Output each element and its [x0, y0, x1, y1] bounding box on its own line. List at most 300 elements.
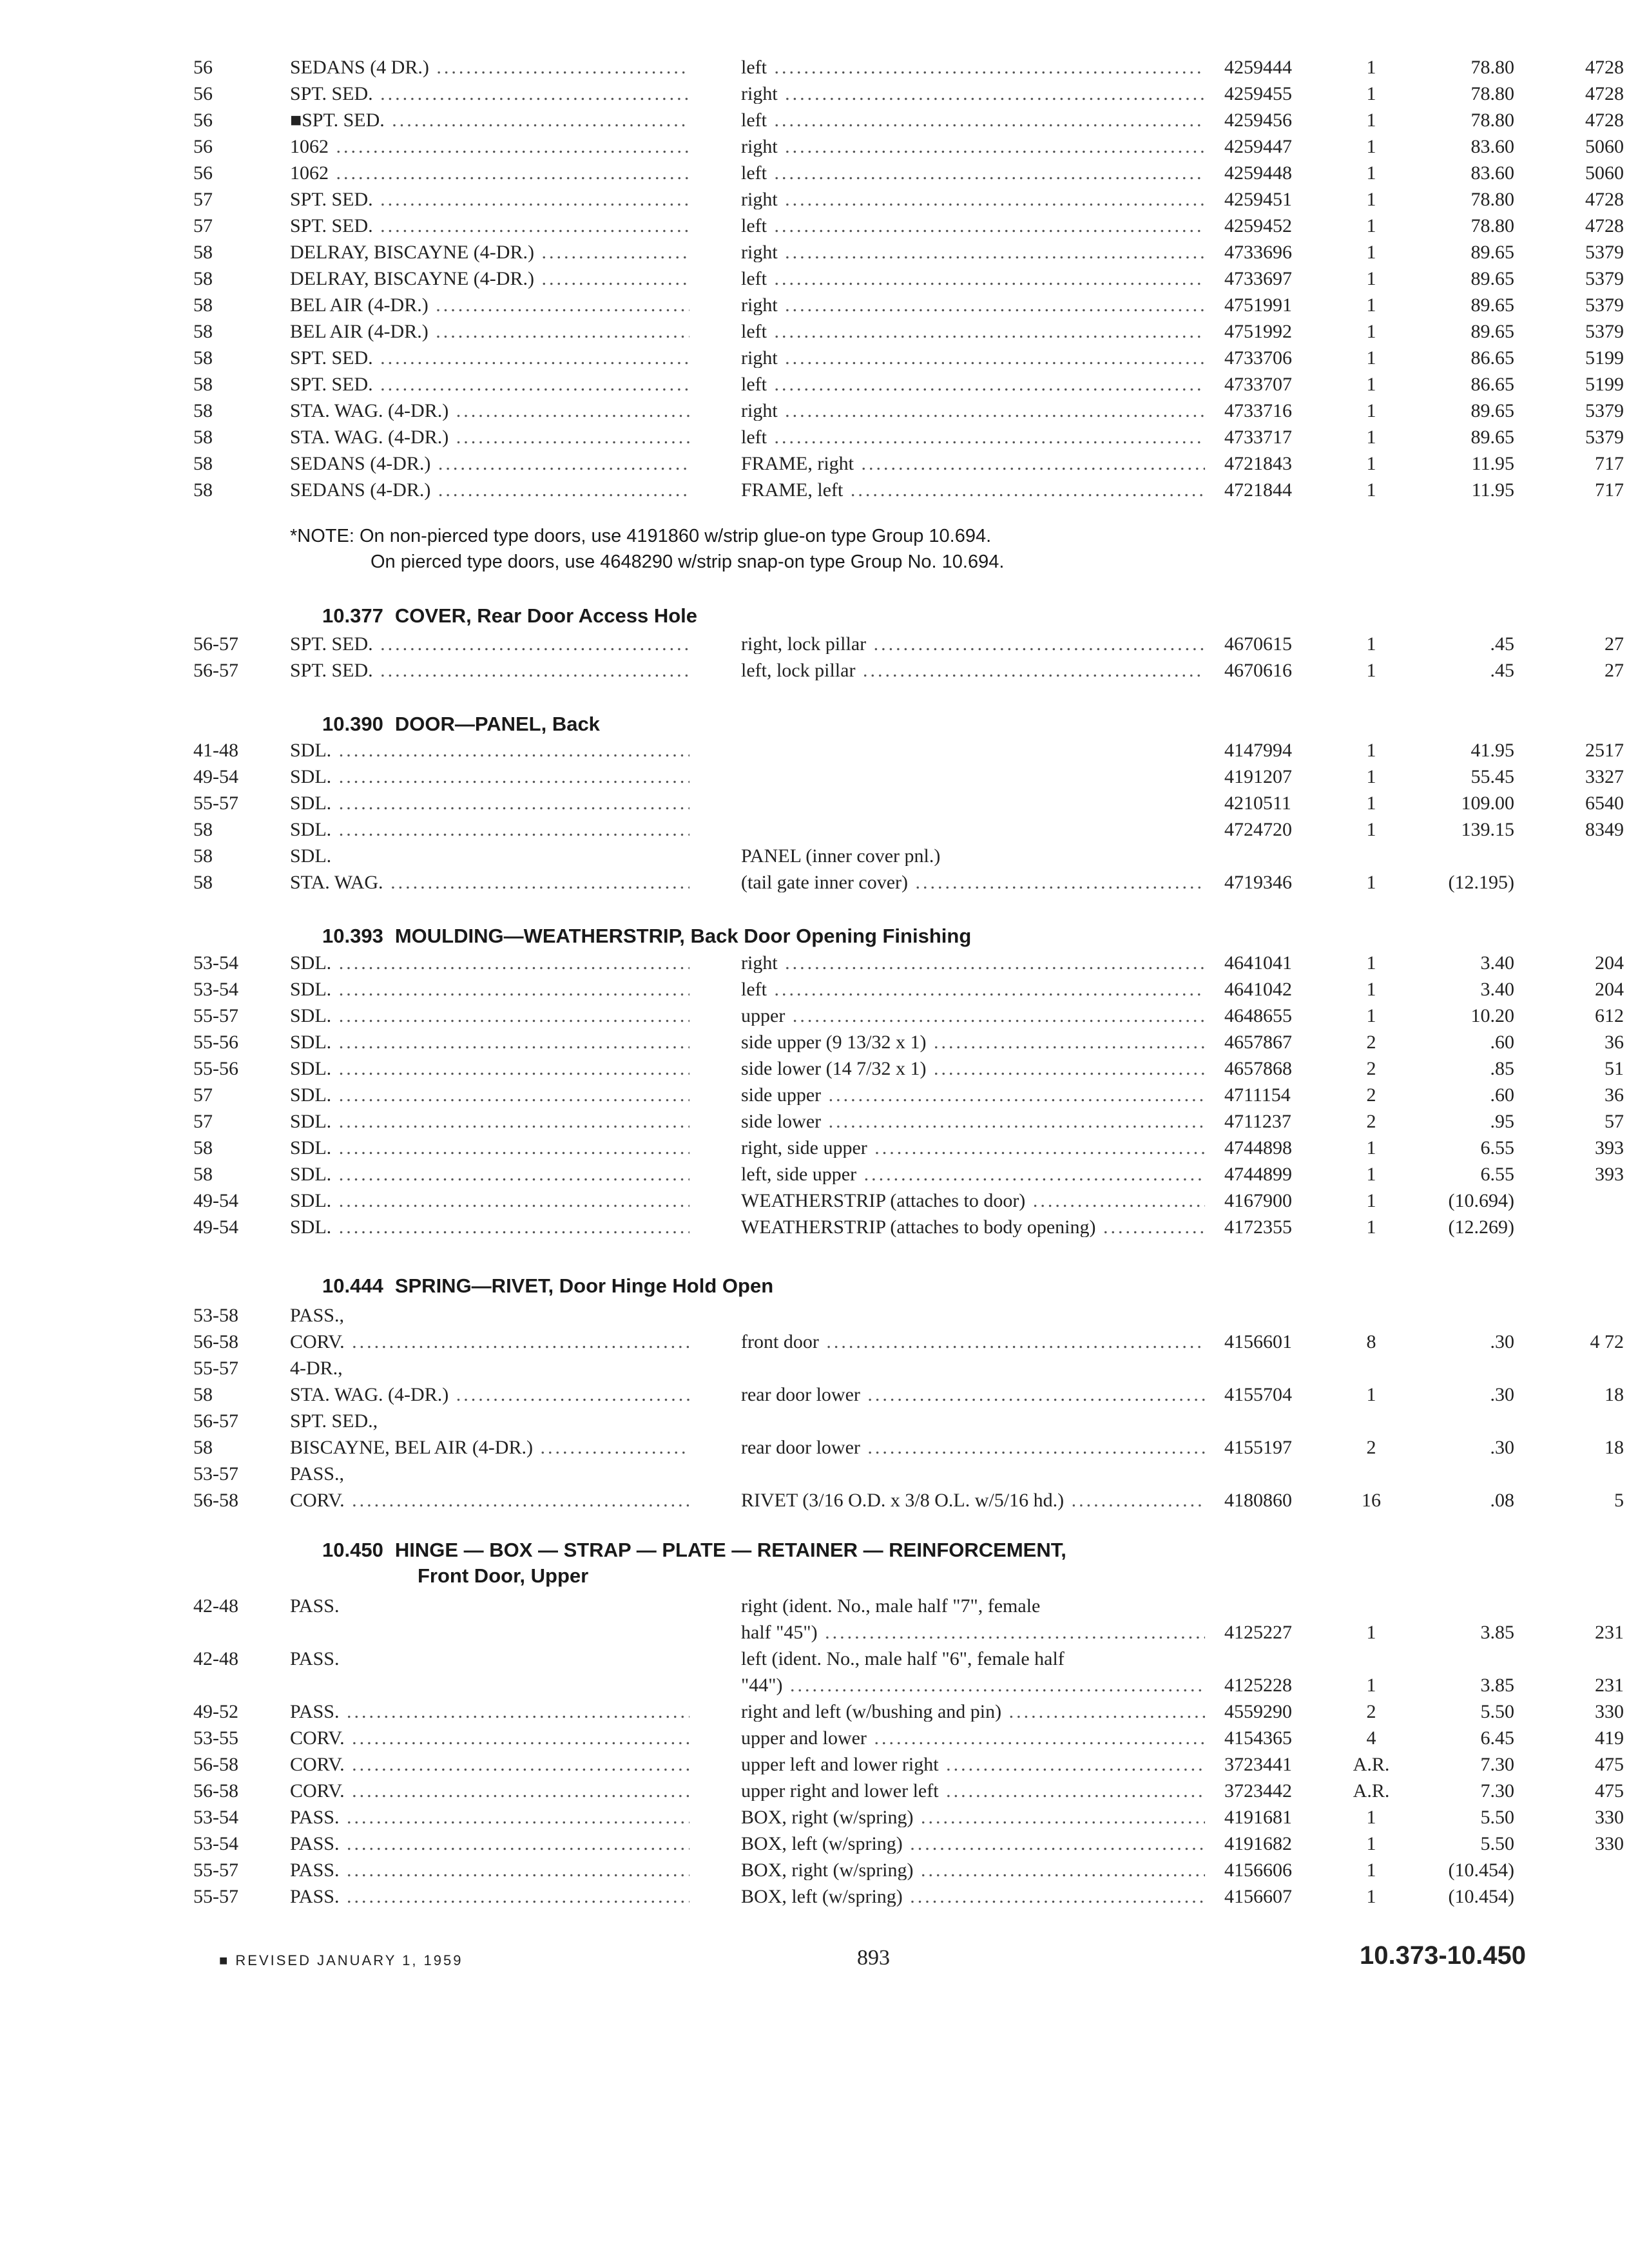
row-years: 56	[193, 136, 213, 157]
table-row	[0, 1385, 1629, 1412]
row-model: SDL. .....	[290, 1112, 689, 1131]
row-model: CORV. .....	[290, 1332, 689, 1352]
row-catalog-number: 5199	[1585, 347, 1624, 369]
row-catalog-number: 330	[1595, 1833, 1624, 1854]
row-description: BOX, right (w/spring) .....	[741, 1861, 1205, 1880]
group-header	[322, 1540, 1066, 1560]
row-part-number: 4733697	[1224, 268, 1292, 289]
row-years: 58	[193, 1137, 213, 1158]
row-quantity: 1	[1366, 1675, 1376, 1696]
row-description: right, side upper .....	[741, 1139, 1205, 1158]
row-model: SDL. .....	[290, 1191, 689, 1211]
row-price: 109.00	[1461, 793, 1514, 814]
row-years: 58	[193, 1164, 213, 1185]
row-quantity: 1	[1366, 766, 1376, 787]
group-number: 10.450	[322, 1539, 383, 1561]
row-catalog-number: 4728	[1585, 189, 1624, 210]
row-catalog-number: 231	[1595, 1675, 1624, 1696]
row-quantity: 1	[1366, 1005, 1376, 1026]
row-price: 89.65	[1470, 321, 1514, 342]
row-quantity: 2	[1366, 1701, 1376, 1722]
row-years: 55-57	[193, 1005, 238, 1026]
row-description: right .....	[741, 190, 1205, 209]
row-years: 58	[193, 242, 213, 263]
table-row	[0, 1059, 1629, 1086]
row-part-number: 4721844	[1224, 479, 1292, 501]
row-description: WEATHERSTRIP (attaches to door) .....	[741, 1191, 1205, 1211]
row-price: 89.65	[1470, 427, 1514, 448]
row-part-number: 4744899	[1224, 1164, 1292, 1185]
row-price: .30	[1490, 1331, 1514, 1352]
row-part-number: 4210511	[1224, 793, 1291, 814]
row-catalog-number: 475	[1595, 1754, 1624, 1775]
row-description: "44") .....	[741, 1676, 1205, 1695]
row-part-number: 4733716	[1224, 400, 1292, 421]
row-description: left .....	[741, 111, 1205, 130]
group-range: 10.373-10.450	[1360, 1941, 1527, 1970]
row-model: CORV. .....	[290, 1729, 689, 1748]
row-quantity: 1	[1366, 740, 1376, 761]
row-part-number: 4657867	[1224, 1032, 1292, 1053]
row-catalog-number: 5379	[1585, 400, 1624, 421]
table-row	[0, 190, 1629, 216]
row-description: right .....	[741, 84, 1205, 104]
group-header	[322, 714, 600, 734]
row-part-number: 4733706	[1224, 347, 1292, 369]
row-part-number: 4559290	[1224, 1701, 1292, 1722]
row-model: PASS. .....	[290, 1808, 689, 1827]
table-row	[0, 1597, 1629, 1623]
row-model: SDL. .....	[290, 767, 689, 787]
row-model: BISCAYNE, BEL AIR (4-DR.) .....	[290, 1438, 689, 1457]
row-model: SPT. SED. .....	[290, 635, 689, 654]
row-years: 42-48	[193, 1595, 238, 1617]
table-row	[0, 216, 1629, 243]
row-quantity: 1	[1366, 347, 1376, 369]
row-part-number: 4259444	[1224, 57, 1292, 78]
row-years: 53-58	[193, 1305, 238, 1326]
row-model: SDL. .....	[290, 1059, 689, 1079]
row-quantity: 1	[1366, 1860, 1376, 1881]
row-years: 53-54	[193, 1807, 238, 1828]
row-catalog-number: 18	[1605, 1437, 1624, 1458]
row-price: 10.20	[1470, 1005, 1514, 1026]
row-quantity: 4	[1366, 1727, 1376, 1749]
row-years: 53-54	[193, 952, 238, 974]
row-quantity: 2	[1366, 1111, 1376, 1132]
row-description: left .....	[741, 428, 1205, 447]
row-quantity: 1	[1366, 294, 1376, 316]
row-model: BEL AIR (4-DR.) .....	[290, 322, 689, 341]
group-title: MOULDING—WEATHERSTRIP, Back Door Opening Finishing	[394, 925, 972, 947]
row-model: SDL. .....	[290, 1006, 689, 1026]
table-row	[0, 1649, 1629, 1676]
row-quantity: 1	[1366, 427, 1376, 448]
row-description: left .....	[741, 375, 1205, 394]
row-model: PASS.	[290, 1649, 340, 1669]
table-row	[0, 767, 1629, 794]
row-price: .85	[1490, 1058, 1514, 1079]
row-part-number: 4657868	[1224, 1058, 1292, 1079]
row-price: 83.60	[1470, 162, 1514, 184]
row-years: 53-54	[193, 979, 238, 1000]
row-years: 55-56	[193, 1032, 238, 1053]
row-years: 57	[193, 215, 213, 236]
group-title: COVER, Rear Door Access Hole	[394, 604, 698, 627]
row-years: 55-57	[193, 1358, 238, 1379]
row-quantity: 2	[1366, 1058, 1376, 1079]
row-description: (tail gate inner cover) .....	[741, 873, 1205, 892]
row-model: PASS. .....	[290, 1887, 689, 1907]
row-part-number: 4125228	[1224, 1675, 1292, 1696]
row-model: SPT. SED. .....	[290, 84, 689, 104]
row-model: SDL. .....	[290, 741, 689, 760]
row-years: 58	[193, 347, 213, 369]
row-quantity: 1	[1366, 242, 1376, 263]
table-row	[0, 1702, 1629, 1729]
row-quantity: 1	[1366, 1384, 1376, 1405]
row-model: SDL.	[290, 847, 332, 866]
row-model: SDL. .....	[290, 1086, 689, 1105]
row-catalog-number: 5060	[1585, 136, 1624, 157]
row-quantity: 1	[1366, 819, 1376, 840]
row-part-number: 4180860	[1224, 1490, 1292, 1511]
row-years: 56-58	[193, 1331, 238, 1352]
row-years: 55-57	[193, 793, 238, 814]
row-quantity: 1	[1366, 136, 1376, 157]
row-part-number: 4721843	[1224, 453, 1292, 474]
row-part-number: 4191682	[1224, 1833, 1292, 1854]
row-model: PASS.,	[290, 1306, 344, 1325]
row-price: 78.80	[1470, 215, 1514, 236]
row-price: (10.694)	[1448, 1190, 1514, 1211]
row-description: side lower .....	[741, 1112, 1205, 1131]
table-row	[0, 1491, 1629, 1517]
row-part-number: 4648655	[1224, 1005, 1292, 1026]
row-catalog-number: 36	[1605, 1032, 1624, 1053]
row-years: 49-54	[193, 1216, 238, 1238]
row-years: 58	[193, 872, 213, 893]
table-row	[0, 1861, 1629, 1887]
table-row	[0, 269, 1629, 296]
table-row	[0, 1359, 1629, 1385]
row-part-number: 4641042	[1224, 979, 1292, 1000]
table-row	[0, 111, 1629, 137]
row-catalog-number: 57	[1605, 1111, 1624, 1132]
row-part-number: 4156601	[1224, 1331, 1292, 1352]
table-row	[0, 58, 1629, 84]
row-price: 89.65	[1470, 400, 1514, 421]
row-quantity: 1	[1366, 453, 1376, 474]
row-catalog-number: 51	[1605, 1058, 1624, 1079]
row-model: CORV. .....	[290, 1782, 689, 1801]
row-price: 6.55	[1480, 1137, 1514, 1158]
row-price: .60	[1490, 1032, 1514, 1053]
row-model: 1062 .....	[290, 137, 689, 157]
table-row	[0, 243, 1629, 269]
row-description: BOX, right (w/spring) .....	[741, 1808, 1205, 1827]
row-catalog-number: 18	[1605, 1384, 1624, 1405]
row-description: FRAME, right .....	[741, 454, 1205, 474]
row-quantity: 1	[1366, 189, 1376, 210]
row-part-number: 4155197	[1224, 1437, 1292, 1458]
row-price: .45	[1490, 660, 1514, 681]
row-part-number: 4155704	[1224, 1384, 1292, 1405]
row-catalog-number: 6540	[1585, 793, 1624, 814]
table-row	[0, 1834, 1629, 1861]
row-quantity: 1	[1366, 400, 1376, 421]
group-header	[322, 1276, 773, 1296]
row-description: BOX, left (w/spring) .....	[741, 1887, 1205, 1907]
row-quantity: 1	[1366, 952, 1376, 974]
row-price: 11.95	[1471, 479, 1514, 501]
group-number: 10.393	[322, 925, 383, 947]
row-model: PASS. .....	[290, 1702, 689, 1722]
row-model: CORV. .....	[290, 1755, 689, 1774]
table-row	[0, 1808, 1629, 1834]
row-catalog-number: 5199	[1585, 374, 1624, 395]
row-description: side upper .....	[741, 1086, 1205, 1105]
row-model: PASS. .....	[290, 1834, 689, 1854]
table-row	[0, 661, 1629, 687]
row-description: upper right and lower left .....	[741, 1782, 1205, 1801]
row-description: PANEL (inner cover pnl.)	[741, 847, 941, 866]
row-quantity: 1	[1366, 979, 1376, 1000]
row-years: 56	[193, 83, 213, 104]
row-model: 4-DR.,	[290, 1359, 343, 1378]
row-part-number: 4259452	[1224, 215, 1292, 236]
row-quantity: 1	[1366, 110, 1376, 131]
row-description: left, side upper .....	[741, 1165, 1205, 1184]
row-part-number: 4733717	[1224, 427, 1292, 448]
row-part-number: 4751991	[1224, 294, 1292, 316]
row-model: SPT. SED. .....	[290, 190, 689, 209]
row-catalog-number: 27	[1605, 660, 1624, 681]
row-price: .45	[1490, 633, 1514, 655]
row-catalog-number: 4728	[1585, 215, 1624, 236]
row-years: 58	[193, 294, 213, 316]
row-part-number: 4167900	[1224, 1190, 1292, 1211]
row-catalog-number: 27	[1605, 633, 1624, 655]
row-years: 49-54	[193, 766, 238, 787]
row-price: 78.80	[1470, 57, 1514, 78]
row-years: 56	[193, 57, 213, 78]
row-part-number: 4670616	[1224, 660, 1292, 681]
row-price: 78.80	[1470, 189, 1514, 210]
row-model: SDL. .....	[290, 954, 689, 973]
table-row	[0, 794, 1629, 820]
row-price: 83.60	[1470, 136, 1514, 157]
row-part-number: 4191207	[1224, 766, 1292, 787]
table-row	[0, 375, 1629, 401]
row-part-number: 4259451	[1224, 189, 1292, 210]
group-number: 10.444	[322, 1274, 383, 1297]
row-years: 56-57	[193, 633, 238, 655]
row-price: 5.50	[1480, 1807, 1514, 1828]
row-catalog-number: 231	[1595, 1622, 1624, 1643]
row-model: DELRAY, BISCAYNE (4-DR.) .....	[290, 243, 689, 262]
row-catalog-number: 3327	[1585, 766, 1624, 787]
row-part-number: 4719346	[1224, 872, 1292, 893]
row-description: BOX, left (w/spring) .....	[741, 1834, 1205, 1854]
revised-date: ■ REVISED JANUARY 1, 1959	[219, 1952, 463, 1968]
row-part-number: 4156606	[1224, 1860, 1292, 1881]
row-model: ■SPT. SED. .....	[290, 111, 689, 130]
row-price: (12.269)	[1448, 1216, 1514, 1238]
row-price: .30	[1490, 1384, 1514, 1405]
table-row	[0, 1623, 1629, 1649]
row-description: rear door lower .....	[741, 1385, 1205, 1405]
row-years: 58	[193, 453, 213, 474]
group-number: 10.390	[322, 713, 383, 735]
row-price: .08	[1490, 1490, 1514, 1511]
row-price: 55.45	[1470, 766, 1514, 787]
row-price: 6.45	[1480, 1727, 1514, 1749]
row-catalog-number: 5379	[1585, 321, 1624, 342]
row-price: 5.50	[1480, 1833, 1514, 1854]
row-years: 57	[193, 1111, 213, 1132]
row-model: SEDANS (4-DR.) .....	[290, 481, 689, 500]
row-description: rear door lower .....	[741, 1438, 1205, 1457]
row-quantity: 2	[1366, 1437, 1376, 1458]
row-quantity: 1	[1366, 215, 1376, 236]
table-row	[0, 954, 1629, 980]
row-description: left, lock pillar .....	[741, 661, 1205, 680]
table-row	[0, 1782, 1629, 1808]
row-part-number: 4751992	[1224, 321, 1292, 342]
group-number: 10.377	[322, 604, 383, 627]
table-row	[0, 322, 1629, 349]
row-years: 53-55	[193, 1727, 238, 1749]
table-row	[0, 1438, 1629, 1465]
row-part-number: 4711154	[1224, 1084, 1291, 1106]
row-years: 57	[193, 189, 213, 210]
row-model: SPT. SED. .....	[290, 375, 689, 394]
row-quantity: 1	[1366, 374, 1376, 395]
row-catalog-number: 4 72	[1590, 1331, 1624, 1352]
row-price: 7.30	[1480, 1754, 1514, 1775]
row-description: right, lock pillar .....	[741, 635, 1205, 654]
table-row	[0, 1112, 1629, 1139]
row-model: STA. WAG. (4-DR.) .....	[290, 428, 689, 447]
row-price: 78.80	[1470, 83, 1514, 104]
table-row	[0, 873, 1629, 899]
row-part-number: 4744898	[1224, 1137, 1292, 1158]
row-quantity: 2	[1366, 1032, 1376, 1053]
row-part-number: 4259447	[1224, 136, 1292, 157]
row-description: left .....	[741, 980, 1205, 999]
row-catalog-number: 4728	[1585, 110, 1624, 131]
row-description: left .....	[741, 58, 1205, 77]
row-description: left .....	[741, 164, 1205, 183]
row-catalog-number: 5379	[1585, 294, 1624, 316]
group-title: DOOR—PANEL, Back	[394, 713, 600, 735]
row-price: 86.65	[1470, 374, 1514, 395]
row-part-number: 4641041	[1224, 952, 1292, 974]
row-price: 3.40	[1480, 979, 1514, 1000]
row-part-number: 4259456	[1224, 110, 1292, 131]
row-part-number: 4670615	[1224, 633, 1292, 655]
row-quantity: 1	[1366, 660, 1376, 681]
row-years: 56	[193, 162, 213, 184]
row-quantity: 2	[1366, 1084, 1376, 1106]
row-model: STA. WAG. (4-DR.) .....	[290, 1385, 689, 1405]
row-model: SDL. .....	[290, 980, 689, 999]
row-description: right .....	[741, 954, 1205, 973]
row-years: 55-57	[193, 1860, 238, 1881]
table-row	[0, 1676, 1629, 1702]
row-model: STA. WAG. .....	[290, 873, 689, 892]
row-description: right .....	[741, 296, 1205, 315]
row-part-number: 4733707	[1224, 374, 1292, 395]
note-line-2: On pierced type doors, use 4648290 w/strip snap-on type Group No. 10.694.	[371, 552, 1005, 572]
row-part-number: 4125227	[1224, 1622, 1292, 1643]
row-quantity: A.R.	[1353, 1754, 1390, 1775]
group-subtitle: Front Door, Upper	[418, 1564, 589, 1587]
row-description: left .....	[741, 216, 1205, 236]
row-model: SEDANS (4-DR.) .....	[290, 454, 689, 474]
row-model: SDL. .....	[290, 1033, 689, 1052]
row-years: 58	[193, 321, 213, 342]
row-model: SPT. SED. .....	[290, 661, 689, 680]
table-row	[0, 980, 1629, 1006]
row-catalog-number: 612	[1595, 1005, 1624, 1026]
row-description: front door .....	[741, 1332, 1205, 1352]
row-part-number: 4711237	[1224, 1111, 1291, 1132]
note-line-1: *NOTE: On non-pierced type doors, use 4191860 w/strip glue-on type Group 10.694.	[290, 526, 992, 546]
row-model: SDL. .....	[290, 1139, 689, 1158]
row-quantity: A.R.	[1353, 1780, 1390, 1802]
row-description: side lower (14 7/32 x 1) .....	[741, 1059, 1205, 1079]
row-price: 6.55	[1480, 1164, 1514, 1185]
row-quantity: 1	[1366, 1807, 1376, 1828]
row-price: 7.30	[1480, 1780, 1514, 1802]
group-title: HINGE — BOX — STRAP — PLATE — RETAINER — REINFORCEMENT,	[394, 1539, 1066, 1561]
table-row	[0, 1218, 1629, 1244]
row-model: PASS.	[290, 1597, 340, 1616]
row-part-number: 4733696	[1224, 242, 1292, 263]
row-quantity: 1	[1366, 1216, 1376, 1238]
row-catalog-number: 5379	[1585, 268, 1624, 289]
row-years: 53-57	[193, 1463, 238, 1485]
row-years: 58	[193, 374, 213, 395]
row-catalog-number: 717	[1595, 479, 1624, 501]
row-quantity: 1	[1366, 793, 1376, 814]
row-model: DELRAY, BISCAYNE (4-DR.) .....	[290, 269, 689, 289]
row-catalog-number: 4728	[1585, 83, 1624, 104]
row-part-number: 3723442	[1224, 1780, 1292, 1802]
row-years: 49-52	[193, 1701, 238, 1722]
row-years: 56-58	[193, 1754, 238, 1775]
row-price: .30	[1490, 1437, 1514, 1458]
row-years: 58	[193, 479, 213, 501]
row-quantity: 1	[1366, 633, 1376, 655]
table-row	[0, 349, 1629, 375]
row-years: 57	[193, 1084, 213, 1106]
row-part-number: 3723441	[1224, 1754, 1292, 1775]
row-years: 56	[193, 110, 213, 131]
table-row	[0, 481, 1629, 507]
table-row	[0, 1412, 1629, 1438]
group-header	[322, 606, 697, 626]
row-description: right .....	[741, 401, 1205, 421]
row-catalog-number: 330	[1595, 1807, 1624, 1828]
table-row	[0, 1729, 1629, 1755]
page-number: 893	[857, 1946, 890, 1970]
row-quantity: 1	[1366, 162, 1376, 184]
row-price: .95	[1490, 1111, 1514, 1132]
row-catalog-number: 5379	[1585, 242, 1624, 263]
